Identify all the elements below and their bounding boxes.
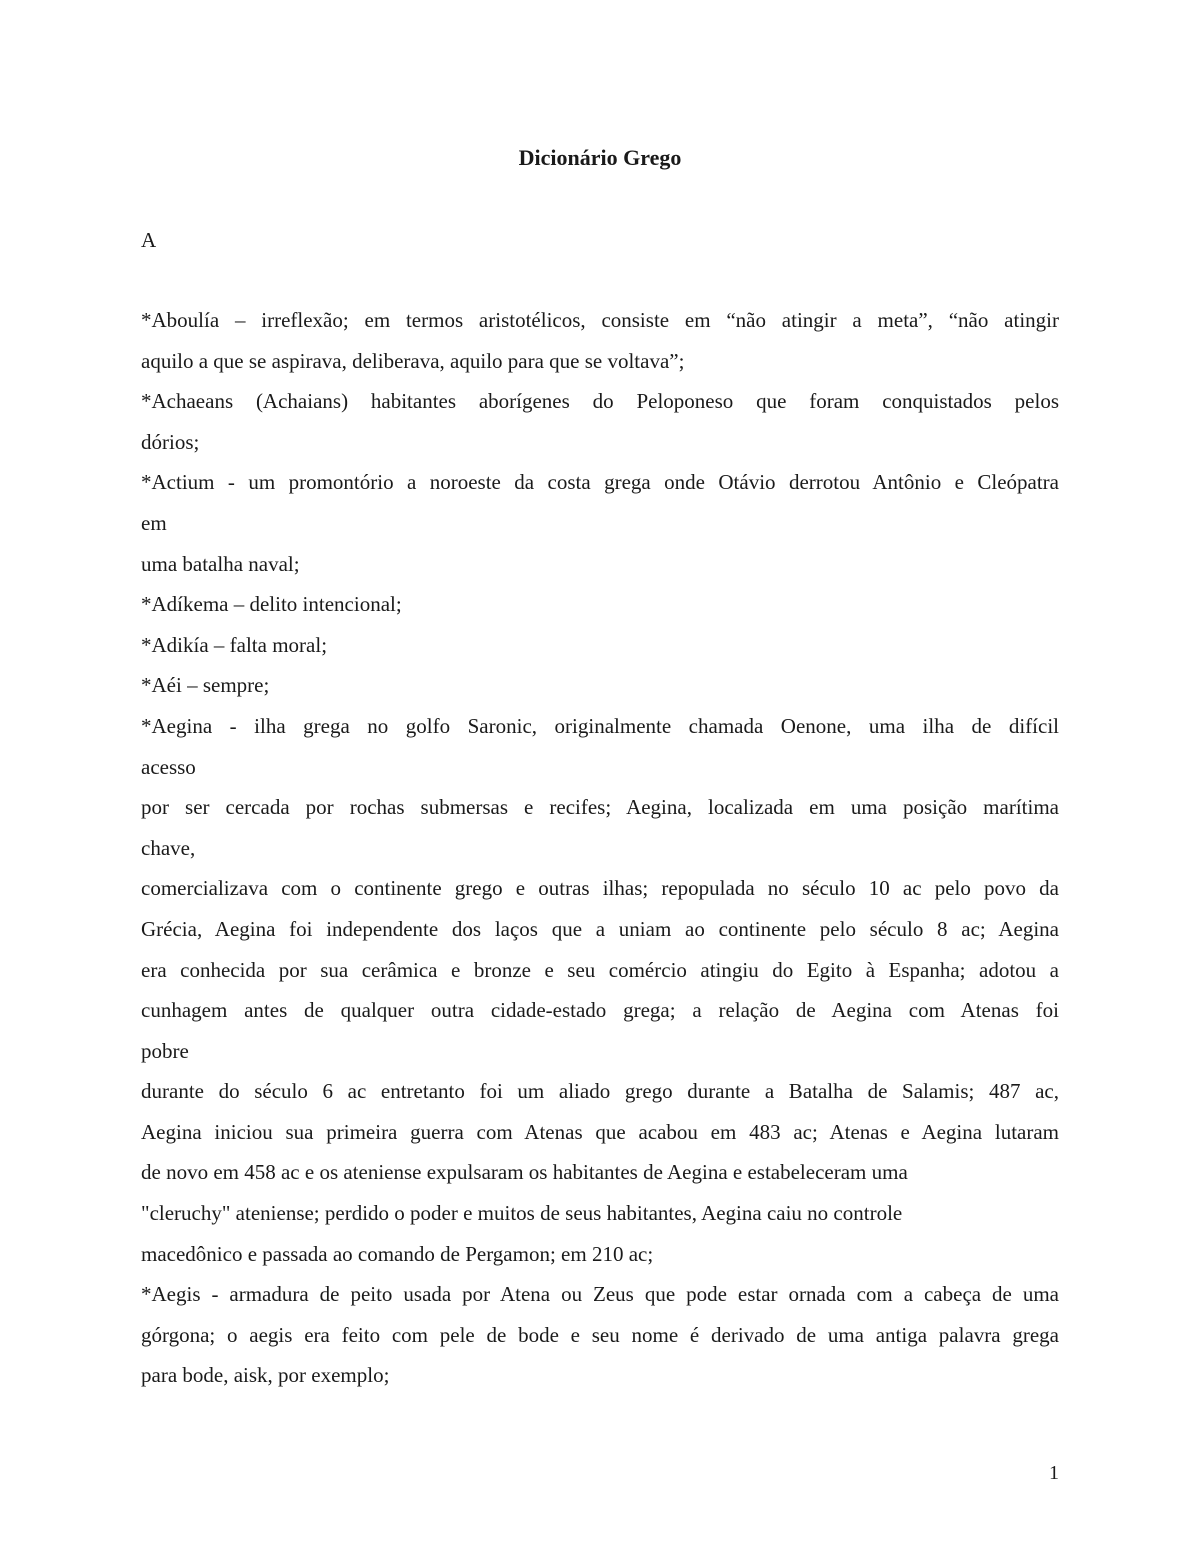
section-letter: A <box>141 228 157 252</box>
text-line: de novo em 458 ac e os ateniense expulsaram os habitantes de Aegina e estabeleceram uma <box>141 1160 908 1185</box>
entry-lines <box>141 305 1059 1401</box>
text-line: era conhecida por sua cerâmica e bronze e seu comércio atingiu do Egito à Espanha; adotou a <box>141 957 1059 982</box>
text-line: pobre <box>141 1038 189 1063</box>
text-line: *Adíkema – delito intencional; <box>141 592 402 617</box>
text-line: *Aboulía – irreflexão; em termos aristotélicos, consiste em “não atingir a meta”, “não atingir <box>141 308 1059 332</box>
text-line: dórios; <box>141 429 200 454</box>
text-line: Aegina iniciou sua primeira guerra com Atenas que acabou em 483 ac; Atenas e Aegina lutaram <box>141 1119 1059 1144</box>
text-line: Grécia, Aegina foi independente dos laços que a uniam ao continente pelo século 8 ac; Aegina <box>141 916 1059 941</box>
text-line: *Adikía – falta moral; <box>141 632 328 657</box>
page-number: 1 <box>1049 1462 1059 1484</box>
text-line: aquilo a que se aspirava, deliberava, aquilo para que se voltava”; <box>141 348 685 373</box>
text-line: em <box>141 510 167 535</box>
text-line: "cleruchy" ateniense; perdido o poder e muitos de seus habitantes, Aegina caiu no controle <box>141 1201 903 1226</box>
text-line: *Aegina - ilha grega no golfo Saronic, originalmente chamada Oenone, uma ilha de difícil <box>141 713 1059 738</box>
text-line: comercializava com o continente grego e outras ilhas; repopulada no século 10 ac pelo povo da <box>141 876 1059 901</box>
text-line: uma batalha naval; <box>141 551 300 576</box>
text-line: para bode, aisk, por exemplo; <box>141 1363 390 1388</box>
text-line: durante do século 6 ac entretanto foi um aliado grego durante a Batalha de Salamis; 487 ac, <box>141 1079 1059 1104</box>
text-line: chave, <box>141 835 196 860</box>
page-title: Dicionário Grego <box>518 145 682 170</box>
text-line: *Aéi – sempre; <box>141 673 270 698</box>
text-line: *Achaeans (Achaians) habitantes aborígenes do Peloponeso que foram conquistados pelos <box>141 389 1059 414</box>
text-line: macedônico e passada ao comando de Pergamon; em 210 ac; <box>141 1241 654 1266</box>
text-line: górgona; o aegis era feito com pele de bode e seu nome é derivado de uma antiga palavra grega <box>141 1322 1059 1347</box>
text-line: *Aegis - armadura de peito usada por Atena ou Zeus que pode estar ornada com a cabeça de uma <box>141 1282 1059 1307</box>
text-line: acesso <box>141 754 196 779</box>
text-line: cunhagem antes de qualquer outra cidade-estado grega; a relação de Aegina com Atenas foi <box>141 998 1059 1023</box>
text-line: *Actium - um promontório a noroeste da costa grega onde Otávio derrotou Antônio e Cleópatra <box>141 470 1059 495</box>
text-line: por ser cercada por rochas submersas e recifes; Aegina, localizada em uma posição marítima <box>141 795 1059 820</box>
